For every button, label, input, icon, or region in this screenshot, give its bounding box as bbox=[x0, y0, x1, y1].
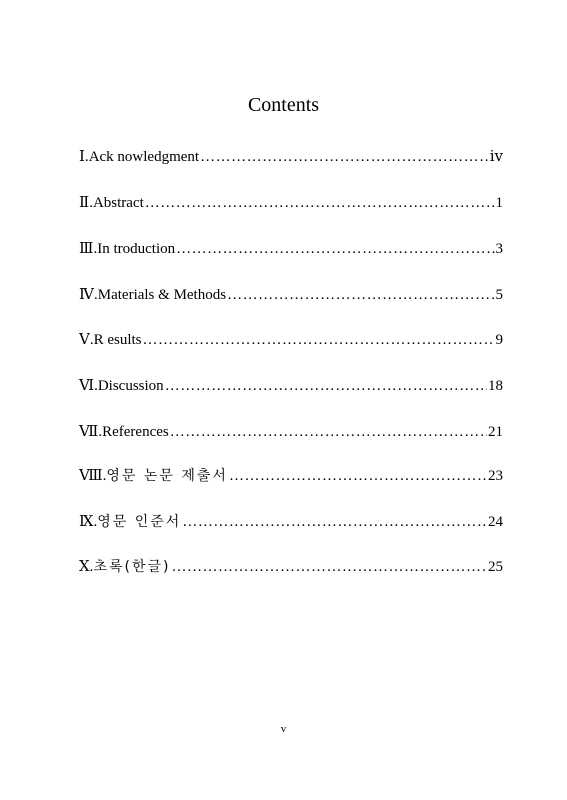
toc-leader-dots bbox=[176, 239, 494, 259]
toc-leader-dots bbox=[171, 557, 487, 577]
toc-entry-results[interactable] bbox=[79, 330, 503, 350]
toc-title: 초록(한글) bbox=[93, 559, 171, 575]
toc-title: References bbox=[102, 424, 169, 440]
toc-title: 영문 논문 제출서 bbox=[106, 468, 228, 484]
toc-page-number: 5 bbox=[495, 287, 503, 303]
toc-page-number: 25 bbox=[488, 559, 503, 575]
toc-page-number: 18 bbox=[488, 378, 503, 394]
toc-title: Discussion bbox=[97, 378, 164, 394]
toc-numeral: Ⅰ. bbox=[79, 149, 89, 165]
toc-title: 영문 인준서 bbox=[97, 514, 182, 530]
toc-page-number: 21 bbox=[488, 424, 503, 440]
toc-numeral: Ⅳ. bbox=[79, 287, 98, 303]
toc-numeral: Ⅷ. bbox=[79, 468, 107, 484]
toc-entry-discussion[interactable] bbox=[79, 376, 503, 396]
toc-leader-dots bbox=[170, 422, 487, 442]
toc-leader-dots bbox=[200, 147, 489, 167]
page-number: v bbox=[280, 723, 287, 735]
page-title: Contents bbox=[247, 94, 320, 116]
toc-numeral: Ⅱ. bbox=[79, 195, 93, 211]
toc-title: Ack nowledgment bbox=[88, 149, 200, 165]
toc-page-number: 24 bbox=[488, 514, 503, 530]
toc-leader-dots bbox=[143, 330, 495, 350]
toc-title: Materials & Methods bbox=[97, 287, 227, 303]
toc-leader-dots bbox=[227, 285, 494, 305]
toc-numeral: Ⅵ. bbox=[79, 378, 98, 394]
toc-entry-introduction[interactable] bbox=[79, 239, 503, 259]
toc-entry-acknowledgment[interactable] bbox=[79, 147, 503, 167]
toc-leader-dots bbox=[229, 466, 487, 486]
toc-numeral: Ⅴ. bbox=[79, 332, 94, 348]
toc-entry-english-thesis-submission[interactable] bbox=[79, 466, 503, 486]
toc-page-number: ⅳ bbox=[489, 149, 503, 165]
toc-numeral: Ⅹ. bbox=[79, 559, 94, 575]
toc-entry-korean-abstract[interactable] bbox=[79, 557, 503, 577]
toc-entry-abstract[interactable] bbox=[79, 193, 503, 213]
toc-title: Abstract bbox=[92, 195, 144, 211]
toc-title: R esults bbox=[93, 332, 142, 348]
toc-page-number: 3 bbox=[495, 241, 503, 257]
toc-leader-dots bbox=[165, 376, 487, 396]
toc-leader-dots bbox=[145, 193, 495, 213]
toc-entry-materials-methods[interactable] bbox=[79, 285, 503, 305]
toc-leader-dots bbox=[182, 512, 487, 532]
toc-page-number: 9 bbox=[495, 332, 503, 348]
toc-page-number: 1 bbox=[495, 195, 503, 211]
toc-numeral: Ⅲ. bbox=[79, 241, 98, 257]
toc-entry-english-approval[interactable] bbox=[79, 512, 503, 532]
toc-page-number: 23 bbox=[488, 468, 503, 484]
toc-numeral: Ⅶ. bbox=[79, 424, 103, 440]
toc-entry-references[interactable] bbox=[79, 422, 503, 442]
toc-numeral: Ⅸ. bbox=[79, 514, 98, 530]
toc-title: In troduction bbox=[97, 241, 176, 257]
